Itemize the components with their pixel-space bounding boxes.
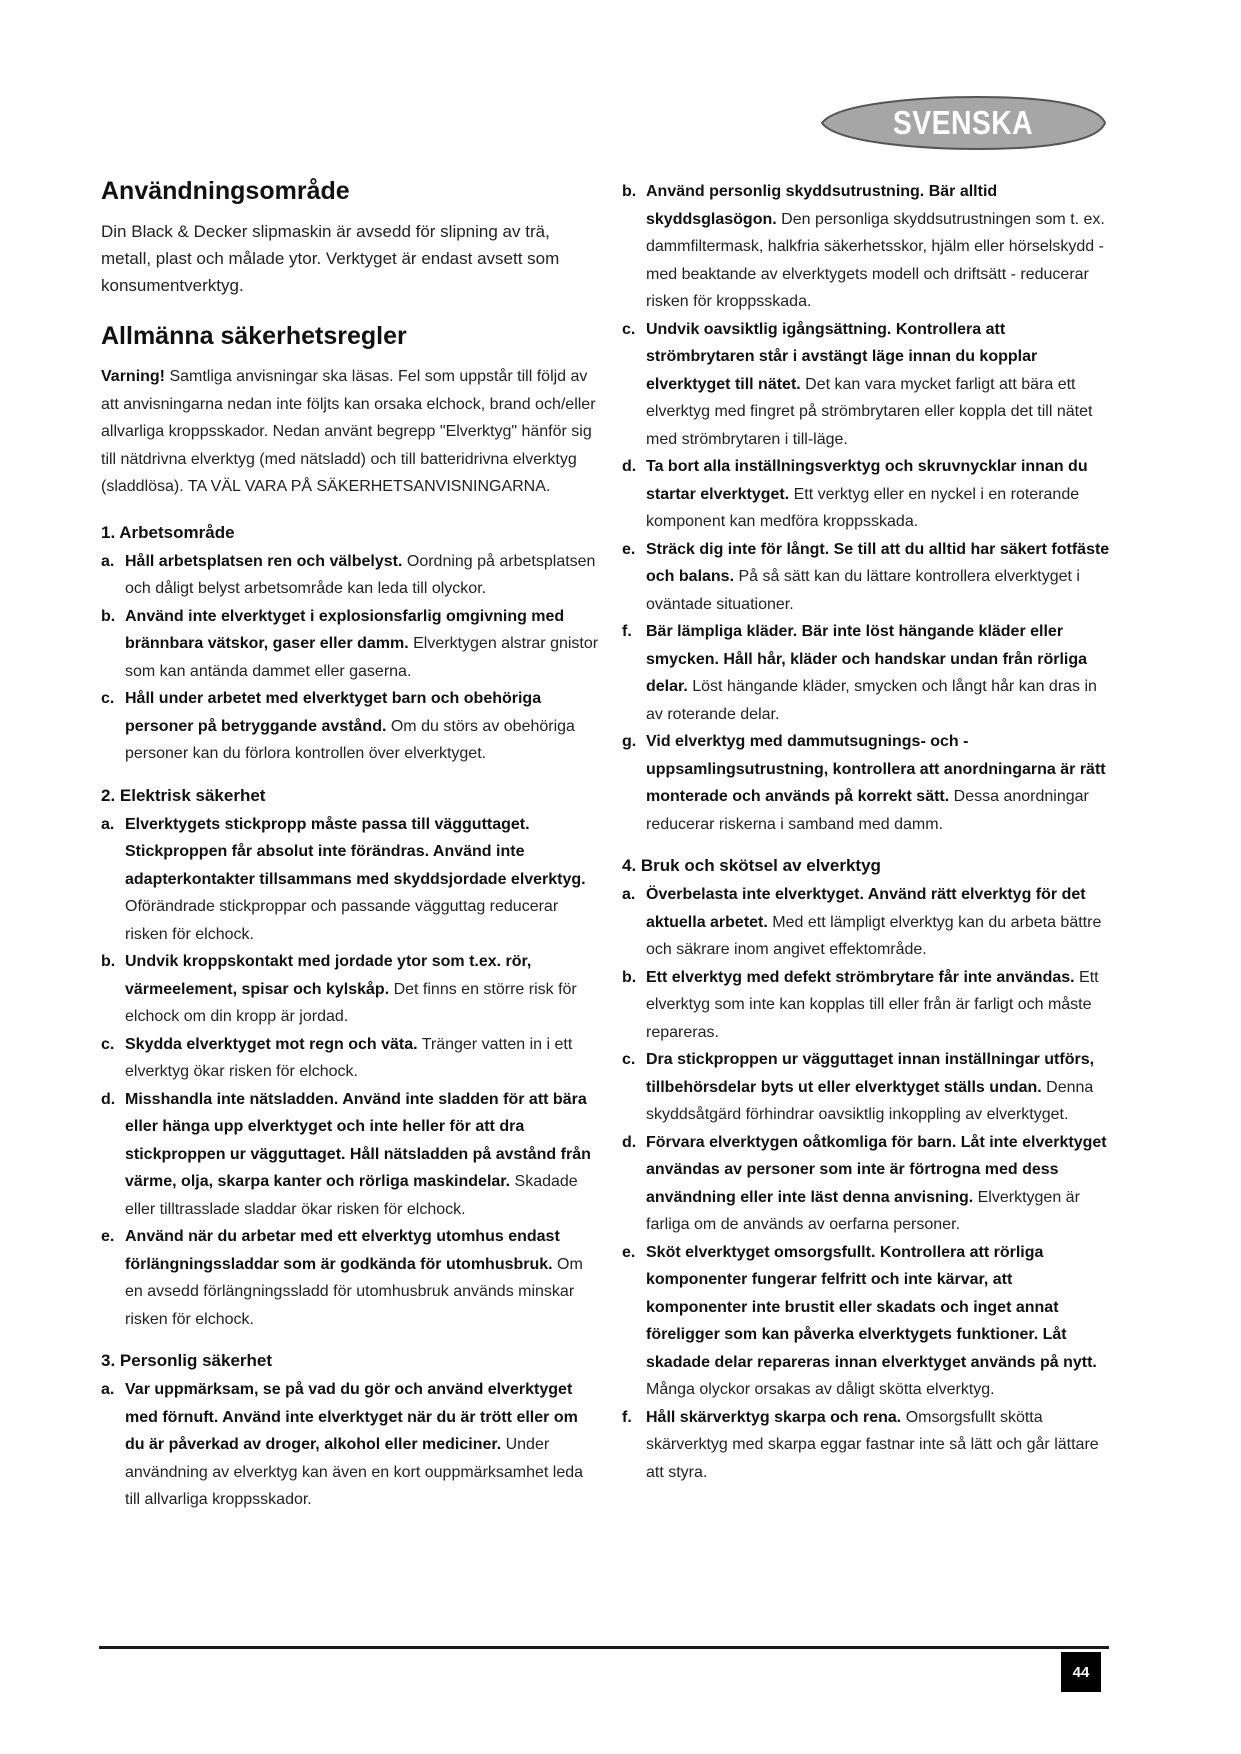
item-text: Elverktygen alstrar gnistor som kan antända dammet eller gaserna. [125,635,599,680]
item-letter: e. [622,1243,636,1261]
language-tab [818,95,1108,151]
item-body [119,1376,601,1514]
item-body [640,1239,1112,1404]
item-text: Dessa anordningar reducerar riskerna i samband med damm. [646,788,1089,833]
safety-item [101,603,601,686]
item-text: Skadade eller tilltrasslade sladdar ökar risken för elchock. [125,1173,578,1218]
item-body [640,536,1112,619]
safety-item [622,1046,1112,1129]
safety-item [101,811,601,949]
safety-item [622,1404,1112,1487]
item-letter: d. [622,458,637,475]
right-sections [622,178,1112,1486]
item-bold-text: Håll under arbetet med elverktyget barn och obehöriga personer på betryggande avstånd. [125,690,542,735]
warning-paragraph [101,363,601,501]
item-bold-text: Bär lämpliga kläder. Bär inte löst hängande kläder eller smycken. Håll hår, kläder och handskar undan från rörliga delar. [646,623,1088,695]
warning-label: Varning! [101,368,166,385]
item-letter: e. [622,540,636,558]
item-text: Ett elverktyg som inte kan kopplas till eller från är farligt och måste repareras. [646,968,1099,1041]
item-text: På så sätt kan du lättare kontrollera elverktyget i oväntade situationer. [646,568,1080,613]
item-letter: f. [622,1408,632,1426]
item-letter: b. [622,968,637,986]
item-body [119,948,601,1031]
item-body [119,811,601,949]
item-bold-text: Sköt elverktyget omsorgsfullt. Kontrollera att rörliga komponenter fungerar felfritt och inte kärvar, att komponenter inte brustit eller skadats och inget annat föreligger som kan påverka elverktygets funktioner. Låt skadade delar repareras innan elverktyget används på nytt. [646,1243,1097,1371]
item-text: Många olyckor orsakas av dåligt skötta elverktyg. [646,1381,995,1398]
safety-section [622,178,1112,838]
left-sections [101,519,601,1514]
safety-item [101,1031,601,1086]
item-body [119,1086,601,1224]
item-bold-text: Använd personlig skyddsutrustning. Bär alltid skyddsglasögon. [646,183,998,228]
item-body [119,1223,601,1333]
item-body [640,618,1112,728]
item-letter: f. [622,623,632,640]
item-letter: a. [101,552,115,570]
item-letter: g. [622,733,637,750]
section-title: 2. Elektrisk säkerhet [101,785,266,805]
item-text: Denna skyddsåtgärd förhindrar oavsiktlig inkoppling av elverktyget. [646,1078,1094,1123]
item-letter: a. [101,815,115,833]
safety-item [622,536,1112,619]
item-letter: b. [101,607,116,625]
safety-item [622,618,1112,728]
section-title: 3. Personlig säkerhet [101,1351,273,1370]
item-text: Oförändrade stickproppar och passande vägguttag reducerar risken för elchock. [125,898,559,943]
safety-item [622,964,1112,1047]
item-bold-text: Ett elverktyg med defekt strömbrytare får inte användas. [646,968,1075,986]
right-column [622,178,1112,1486]
safety-item [622,178,1112,316]
footer-rule [99,1646,1109,1649]
safety-section [101,1347,601,1514]
item-text: Det finns en större risk för elchock om din kropp är jordad. [125,980,577,1025]
item-letter: a. [101,1381,115,1398]
item-letter: d. [101,1090,116,1108]
item-text: Det kan vara mycket farligt att bära ett elverktyg med fingret på strömbrytaren eller koppla det till nätet med strömbrytaren i till-läge. [646,375,1093,448]
item-bold-text: Ta bort alla inställningsverktyg och skruvnycklar innan du startar elverktyget. [646,458,1088,503]
item-text: Den personliga skyddsutrustningen som t. ex. dammfiltermask, halkfria säkerhetsskor, hjälm eller hörselskydd - med beaktande av elverktygets modell och driftsätt - reducerar risken för kroppsskada. [646,210,1105,310]
item-text: Omsorgsfullt skötta skärverktyg med skarpa eggar fastnar inte så lätt och går lättare att styra. [646,1408,1099,1481]
left-column [101,176,601,1514]
item-text: Elverktygen är farliga om de används av oerfarna personer. [646,1188,1080,1233]
item-bold-text: Sträck dig inte för långt. Se till att du alltid har säkert fotfäste och balans. [646,540,1110,585]
item-body [640,881,1112,964]
item-letter: b. [101,953,116,970]
safety-item [101,1086,601,1224]
item-bold-text: Var uppmärksam, se på vad du gör och använd elverktyget med förnuft. Använd inte elverktyget när du är trött eller om du är påverkad av droger, alkohol eller mediciner. [125,1381,578,1453]
item-text: Med ett lämpligt elverktyg kan du arbeta bättre och säkrare inom angivet effektområde. [646,913,1102,958]
item-body [640,1404,1112,1487]
item-letter: b. [622,183,637,200]
safety-section [101,519,601,768]
item-bold-text: Håll skärverktyg skarpa och rena. [646,1408,902,1426]
item-text: Oordning på arbetsplatsen och dåligt belyst arbetsområde kan leda till olyckor. [125,552,596,597]
item-body [119,1031,601,1086]
safety-item [101,1223,601,1333]
item-body [640,728,1112,838]
item-letter: e. [101,1228,115,1245]
language-tab-label: SVENSKA [892,104,1034,141]
safety-item [622,728,1112,838]
item-body [640,453,1112,536]
safety-section [622,852,1112,1486]
item-body [119,548,601,603]
item-bold-text: Undvik kroppskontakt med jordade ytor som t.ex. rör, värmeelement, spisar och kylskåp. [125,953,532,998]
item-text: Under användning av elverktyg kan även en kort ouppmärksamhet leda till allvarliga kroppsskador. [125,1436,584,1508]
safety-item [101,685,601,768]
item-body [640,1046,1112,1129]
item-body [640,1129,1112,1239]
section-title: 4. Bruk och skötsel av elverktyg [622,856,881,875]
item-bold-text: Överbelasta inte elverktyget. Använd rätt elverktyg för det aktuella arbetet. [646,886,1086,931]
safety-item [622,1129,1112,1239]
safety-item [622,316,1112,454]
item-bold-text: Använd när du arbetar med ett elverktyg utomhus endast förlängningssladdar som är godkända för utomhusbruk. [125,1228,560,1273]
safety-item [622,1239,1112,1404]
item-text: Om en avsedd förlängningssladd för utomhusbruk används minskar risken för elchock. [125,1255,583,1328]
usage-text: Din Black & Decker slipmaskin är avsedd för slipning av trä, metall, plast och målade ytor. Verktyget är endast avsett som konsumentverktyg. [101,222,560,295]
item-bold-text: Dra stickproppen ur vägguttaget innan inställningar utförs, tillbehörsdelar byts ut eller elverktyget ställs undan. [646,1051,1095,1096]
item-letter: a. [622,886,636,903]
safety-item [101,1376,601,1514]
item-bold-text: Vid elverktyg med dammutsugnings- och -uppsamlingsutrustning, kontrollera att anordningarna är rätt monterade och används på korrekt sätt. [646,733,1106,805]
page-number: 44 [1061,1652,1101,1692]
item-body [119,685,601,768]
section-title: 1. Arbetsområde [101,522,235,542]
item-body [640,964,1112,1047]
item-bold-text: Skydda elverktyget mot regn och väta. [125,1035,418,1053]
item-text: Ett verktyg eller en nyckel i en roterande komponent kan medföra kroppsskada. [646,485,1080,530]
item-letter: c. [101,690,115,707]
item-body [640,178,1112,316]
item-body [640,316,1112,454]
item-bold-text: Använd inte elverktyget i explosionsfarlig omgivning med brännbara vätskor, gaser eller damm. [125,607,565,652]
item-bold-text: Håll arbetsplatsen ren och välbelyst. [125,552,403,570]
general-safety-heading: Allmänna säkerhetsregler [101,322,407,350]
warning-text: Samtliga anvisningar ska läsas. Fel som uppstår till följd av att anvisningarna nedan inte följts kan orsaka elchock, brand och/eller allvarliga kroppsskador. Nedan använt begrepp "Elverktyg" hänför sig till nätdrivna elverktyg (med nätsladd) och till batteridrivna elverktyg (sladdlösa). TA VÄL VARA PÅ SÄKERHETSANVISNINGARNA. [101,368,596,495]
item-letter: d. [622,1133,637,1151]
item-bold-text: Förvara elverktygen oåtkomliga för barn. Låt inte elverktyget användas av personer som inte är förtrogna med dess användning eller inte läst denna anvisning. [646,1133,1107,1206]
safety-item [101,548,601,603]
item-letter: c. [622,320,636,338]
item-letter: c. [101,1035,115,1053]
item-bold-text: Elverktygets stickpropp måste passa till vägguttaget. Stickproppen får absolut inte förändras. Använd inte adapterkontakter tillsammans med skyddsjordade elverktyg. [125,815,586,888]
item-text: Löst hängande kläder, smycken och långt hår kan dras in av roterande delar. [646,678,1097,723]
item-letter: c. [622,1051,636,1068]
item-text: Om du störs av obehöriga personer kan du förlora kontrollen över elverktyget. [125,717,575,762]
safety-item [622,881,1112,964]
safety-item [101,948,601,1031]
item-bold-text: Misshandla inte nätsladden. Använd inte sladden för att bära eller hänga upp elverktyget och inte heller för att dra stickproppen ur vägguttaget. Håll nätsladden på avstånd från värme, olja, skarpa kanter och rörliga maskindelar. [125,1090,591,1190]
item-bold-text: Undvik oavsiktlig igångsättning. Kontrollera att strömbrytaren står i avstängt läge innan du kopplar elverktyget till nätet. [646,320,1038,393]
safety-section [101,782,601,1334]
safety-item [622,453,1112,536]
item-body [119,603,601,686]
item-text: Tränger vatten in i ett elverktyg ökar risken för elchock. [125,1035,573,1080]
usage-heading: Användningsområde [101,177,350,205]
